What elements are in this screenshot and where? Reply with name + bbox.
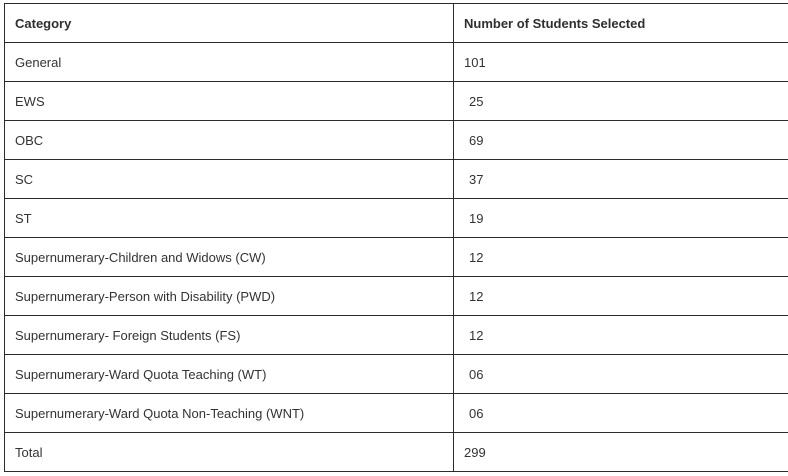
count-cell: 06 — [454, 394, 788, 433]
category-cell: Supernumerary-Ward Quota Non-Teaching (WNT) — [5, 394, 454, 433]
students-selected-table — [4, 3, 788, 472]
category-cell: EWS — [5, 82, 454, 121]
table-row — [5, 199, 788, 238]
category-cell: ST — [5, 199, 454, 238]
count-cell: 69 — [454, 121, 788, 160]
count-cell: 12 — [454, 238, 788, 277]
column-header-category: Category — [5, 4, 454, 43]
table-row — [5, 238, 788, 277]
category-cell: SC — [5, 160, 454, 199]
table-row — [5, 82, 788, 121]
category-cell: Supernumerary-Person with Disability (PWD) — [5, 277, 454, 316]
total-count-cell: 299 — [454, 433, 788, 472]
count-cell: 37 — [454, 160, 788, 199]
column-header-number-selected: Number of Students Selected — [454, 4, 788, 43]
table-row — [5, 394, 788, 433]
table-header-row — [5, 4, 788, 43]
table-row — [5, 43, 788, 82]
count-cell: 12 — [454, 316, 788, 355]
category-cell: General — [5, 43, 454, 82]
total-label-cell: Total — [5, 433, 454, 472]
category-cell: OBC — [5, 121, 454, 160]
count-cell: 12 — [454, 277, 788, 316]
table-row — [5, 355, 788, 394]
table-row — [5, 121, 788, 160]
table-row-total — [5, 433, 788, 472]
category-cell: Supernumerary-Children and Widows (CW) — [5, 238, 454, 277]
count-cell: 19 — [454, 199, 788, 238]
table-row — [5, 316, 788, 355]
count-cell: 06 — [454, 355, 788, 394]
table-row — [5, 277, 788, 316]
count-cell: 25 — [454, 82, 788, 121]
count-cell: 101 — [454, 43, 788, 82]
table-row — [5, 160, 788, 199]
category-cell: Supernumerary- Foreign Students (FS) — [5, 316, 454, 355]
category-cell: Supernumerary-Ward Quota Teaching (WT) — [5, 355, 454, 394]
